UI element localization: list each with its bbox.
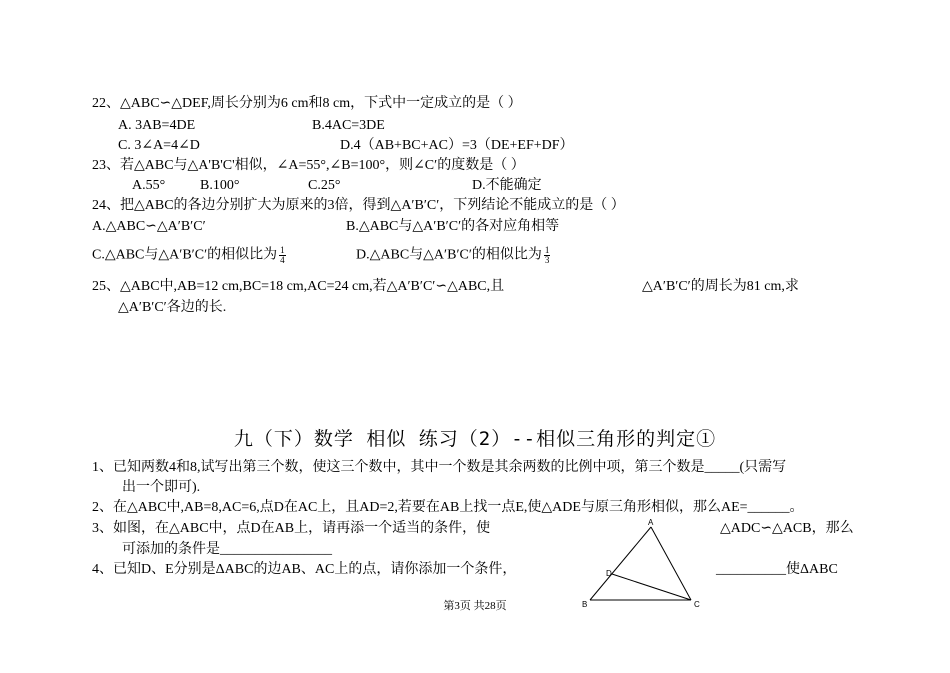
p3-line1b: △ADC∽△ACB，那么 [720, 521, 854, 536]
side-ab [590, 527, 651, 600]
q23-option-d: D.不能确定 [472, 178, 542, 193]
q22-stem: 22、△ABC∽△DEF,周长分别为6 cm和8 cm，下式中一定成立的是（ ） [92, 96, 522, 111]
point-label-d: D [606, 569, 612, 578]
q25-line1a: 25、△ABC中,AB=12 cm,BC=18 cm,AC=24 cm,若△A′B′C′∽△ABC,且 [92, 279, 505, 294]
q23-option-a: A.55° [132, 178, 166, 193]
q23-stem: 23、若△ABC与△A'B'C'相似，∠A=55°,∠B=100°，则∠C′的度数是（ ） [92, 158, 525, 173]
p1-line1: 1、已知两数4和8,试写出第三个数，使这三个数中，其中一个数是其余两数的比例中项，第三个数是_____(只需写 [92, 460, 787, 475]
q24-option-a: A.△ABC∽△A′B′C′ [92, 219, 206, 234]
p4-line1b: __________使ΔABC [716, 562, 838, 577]
vertex-label-a: A [648, 518, 654, 527]
q24-option-c [92, 246, 288, 265]
fraction-denominator: 4 [280, 255, 285, 265]
fraction-numerator: 1 [544, 245, 550, 255]
section-title: 九（下）数学 相似 练习（2）--相似三角形的判定① [233, 428, 717, 450]
p4-line1a: 4、已知D、E分别是ΔABC的边AB、AC上的点，请你添加一个条件， [92, 562, 517, 577]
q22-option-a: A. 3AB=4DE [118, 118, 196, 133]
fraction-numerator: 1 [280, 245, 285, 255]
q24-option-d-text: D.△ABC与△A′B′C′的相似比为 [356, 247, 542, 263]
q25-line1b: △A′B′C′的周长为81 cm,求 [642, 279, 799, 294]
page-footer: 第3页 共28页 [443, 600, 507, 612]
q23-option-b: B.100° [200, 178, 240, 193]
q22-option-d: D.4（AB+BC+AC）=3（DE+EF+DF） [340, 138, 574, 153]
q24-option-b: B.△ABC与△A′B′C′的各对应角相等 [346, 219, 560, 234]
p2-line1: 2、在△ABC中,AB=8,AC=6,点D在AC上，且AD=2,若要在AB上找一点E,使△ADE与原三角形相似，那么AE=______。 [92, 500, 804, 515]
p1-line2: 出一个即可). [122, 480, 201, 495]
vertex-label-b: B [582, 600, 588, 609]
q22-option-c: C. 3∠A=4∠D [118, 138, 200, 153]
q24-option-d [356, 246, 552, 265]
q24-option-d-fraction [544, 246, 551, 265]
fraction-denominator: 3 [544, 255, 550, 265]
q22-option-b: B.4AC=3DE [312, 118, 385, 133]
q23-option-c: C.25° [308, 178, 341, 193]
q24-option-c-fraction [279, 246, 286, 265]
p3-line2: 可添加的条件是________________ [122, 542, 332, 557]
vertex-label-c: C [694, 600, 700, 609]
q25-line2: △A′B′C′各边的长. [118, 300, 227, 315]
p3-line1a: 3、如图，在△ABC中，点D在AB上，请再添一个适当的条件，使 [92, 521, 491, 536]
q24-stem: 24、把△ABC的各边分别扩大为原来的3倍，得到△A′B′C′，下列结论不能成立的是（ ） [92, 198, 625, 213]
q24-option-c-text: C.△ABC与△A′B′C′的相似比为 [92, 247, 278, 263]
